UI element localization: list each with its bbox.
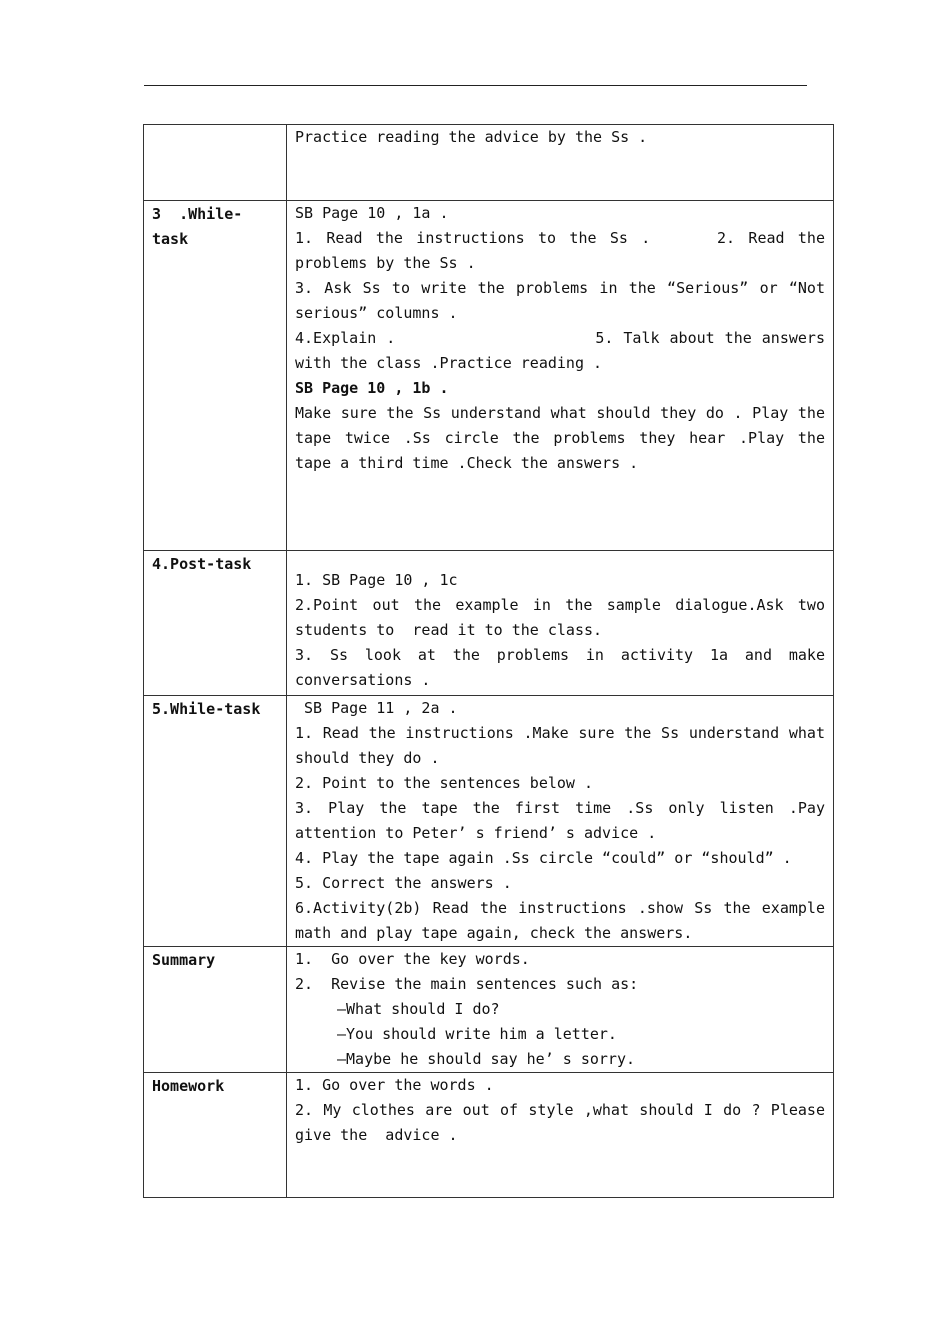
stage-label-cell <box>144 696 287 947</box>
content-line: —Maybe he should say he’ s sorry. <box>337 1050 636 1068</box>
stage-label: Homework <box>152 1077 225 1095</box>
content-line: 1. Go over the words . <box>295 1076 494 1094</box>
table-row <box>144 551 834 696</box>
stage-content-cell <box>287 551 834 696</box>
content-line: 2. Revise the main sentences such as: <box>295 975 639 993</box>
content-line: SB Page 10 , 1b . <box>295 379 449 397</box>
content-line: 2. My clothes are out of style ,what should I do ? Please give the advice . <box>295 1101 835 1144</box>
stage-content-cell <box>287 696 834 947</box>
stage-content-cell <box>287 947 834 1073</box>
table-row <box>144 1073 834 1198</box>
content-line: Practice reading the advice by the Ss . <box>295 128 648 146</box>
content-line: SB Page 11 , 2a . <box>295 699 458 717</box>
stage-label-cell <box>144 947 287 1073</box>
content-line: —You should write him a letter. <box>337 1025 617 1043</box>
table-row <box>144 696 834 947</box>
stage-label: 4.Post-task <box>152 555 252 573</box>
stage-label: 5.While-task <box>152 700 261 718</box>
content-line: 6.Activity(2b) Read the instructions .show Ss the example math and play tape again, check the answers. <box>295 899 835 942</box>
stage-label-cell <box>144 201 287 551</box>
stage-label-cell <box>144 125 287 201</box>
stage-label-cell <box>144 551 287 696</box>
content-line: —What should I do? <box>337 1000 500 1018</box>
content-line: SB Page 10 , 1a . <box>295 204 449 222</box>
content-line: 3. Ask Ss to write the problems in the “Serious” or “Not serious” columns . <box>295 279 835 322</box>
table-row <box>144 201 834 551</box>
content-line: 4. Play the tape again .Ss circle “could” or “should” . <box>295 849 792 867</box>
content-line: 1. Go over the key words. <box>295 950 530 968</box>
stage-content-cell <box>287 125 834 201</box>
stage-label: 3 .While- task <box>152 205 243 248</box>
content-line: 1. Read the instructions .Make sure the Ss understand what should they do . <box>295 724 835 767</box>
lesson-plan-table <box>143 124 834 1198</box>
stage-content-cell <box>287 201 834 551</box>
table-row <box>144 947 834 1073</box>
content-line: Make sure the Ss understand what should they do . Play the tape twice .Ss circle the problems they hear .Play the tape a third time .Check the answers . <box>295 404 835 472</box>
content-line: 1. SB Page 10 , 1c <box>295 571 458 589</box>
content-line: 2.Point out the example in the sample dialogue.Ask two students to read it to the class. <box>295 596 835 639</box>
header-rule <box>144 85 807 86</box>
content-line: 3. Play the tape the first time .Ss only listen .Pay attention to Peter’ s friend’ s advice . <box>295 799 835 842</box>
stage-label: Summary <box>152 951 216 969</box>
stage-label-cell <box>144 1073 287 1198</box>
content-line: 4.Explain . 5. Talk about the answers with the class .Practice reading . <box>295 329 835 372</box>
content-line: 5. Correct the answers . <box>295 874 512 892</box>
table-row <box>144 125 834 201</box>
content-line: 3. Ss look at the problems in activity 1a and make conversations . <box>295 646 835 689</box>
content-line: 2. Point to the sentences below . <box>295 774 594 792</box>
stage-content-cell <box>287 1073 834 1198</box>
content-line: 1. Read the instructions to the Ss . 2. Read the problems by the Ss . <box>295 229 835 272</box>
